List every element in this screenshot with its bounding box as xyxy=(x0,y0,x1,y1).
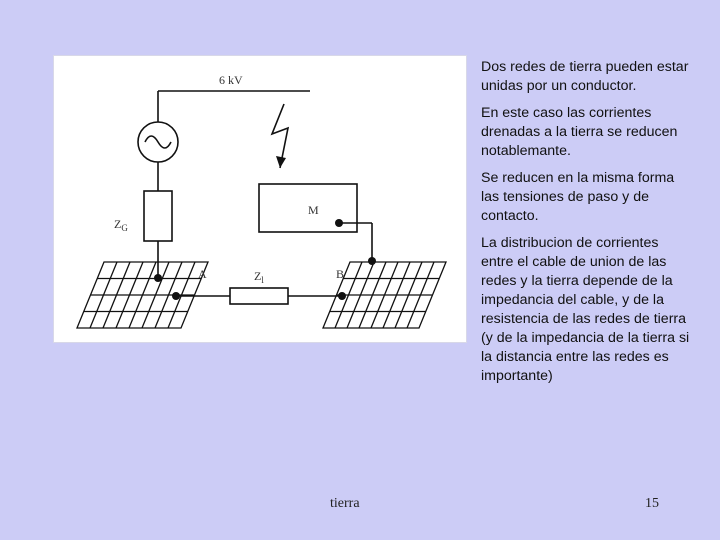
circuit-diagram xyxy=(53,55,467,343)
paragraph-3: Se reducen en la misma forma las tensiones de paso y de contacto. xyxy=(481,170,675,224)
junction-dot-a xyxy=(154,274,162,282)
label-voltage: 6 kV xyxy=(219,73,243,87)
paragraph-4: La distribucion de corrientes entre el cable de union de las redes y la tierra depende de la impedancia del cable, y de la resistencia de las redes de tierra (y de la impedancia de la tierra si la distancia entre las redes es importante) xyxy=(481,235,690,384)
diagram-svg xyxy=(54,56,466,342)
label-node-a: A xyxy=(198,267,207,281)
junction-dot-a-cable xyxy=(172,292,180,300)
junction-dot-b xyxy=(368,257,376,265)
paragraph-1: Dos redes de tierra pueden estar unidas por un conductor. xyxy=(481,59,689,94)
label-node-b: B xyxy=(336,267,345,281)
page-number: 15 xyxy=(645,496,659,511)
explanation-text xyxy=(481,58,691,394)
junction-dot-b-cable xyxy=(338,292,346,300)
lightning-arrowhead xyxy=(276,156,286,168)
paragraph-2: En este caso las corrientes drenadas a la tierra se reducen notablemante. xyxy=(481,105,678,159)
label-zg: $Z_G$ xyxy=(114,217,128,233)
junction-dot-m xyxy=(335,219,343,227)
label-zl: $Z_l$ xyxy=(254,269,264,285)
label-machine: M xyxy=(308,203,319,217)
impedance-zl xyxy=(230,288,288,304)
impedance-zg xyxy=(144,191,172,241)
ground-grid-icon xyxy=(77,262,208,328)
ac-source-icon xyxy=(138,122,178,162)
footer-title: tierra xyxy=(330,496,360,511)
